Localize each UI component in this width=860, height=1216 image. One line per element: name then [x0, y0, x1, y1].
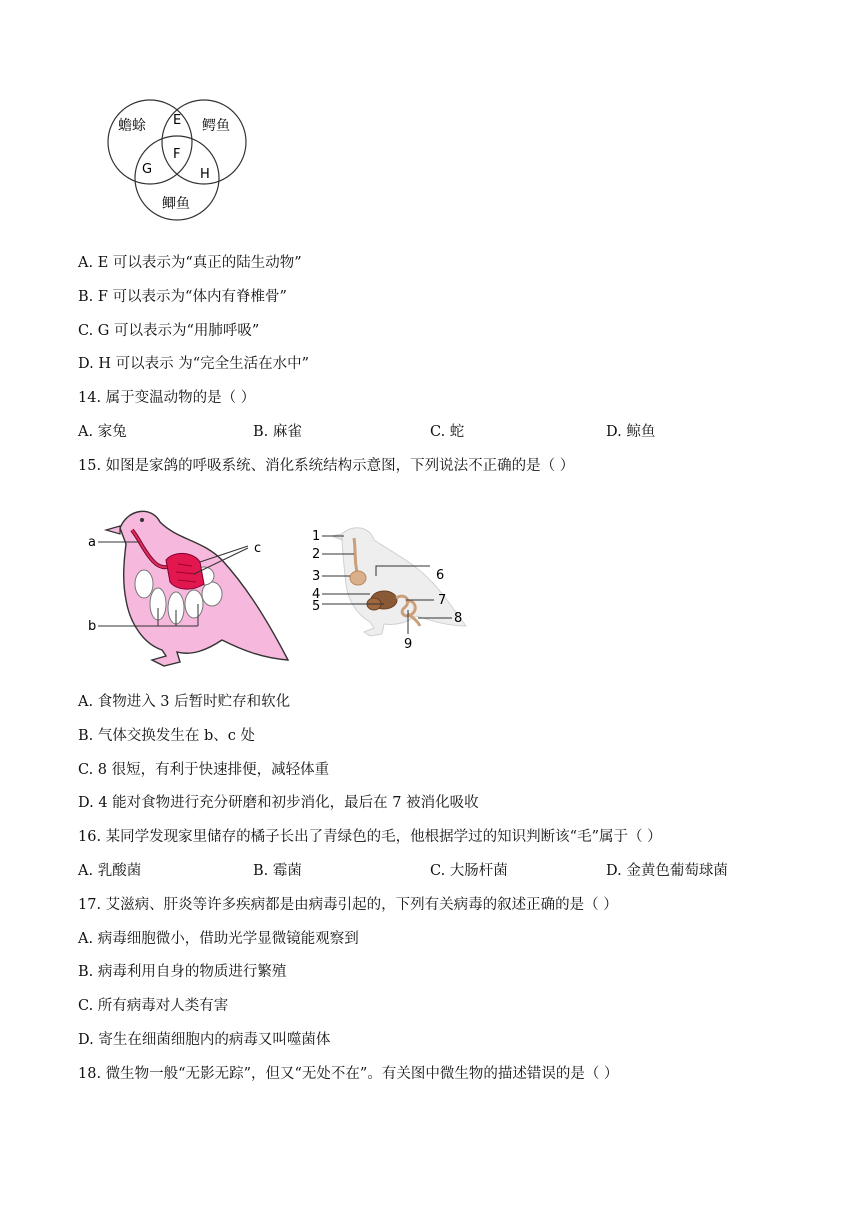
q16-option-b: B. 霉菌 [253, 863, 302, 879]
q15-option-c: C. 8 很短，有利于快速排便，减轻体重 [78, 762, 330, 778]
q15-option-d: D. 4 能对食物进行充分研磨和初步消化，最后在 7 被消化吸收 [78, 795, 479, 811]
q14-option-c: C. 蛇 [430, 424, 465, 440]
venn-diagram [100, 92, 256, 222]
q17-option-b: B. 病毒利用自身的物质进行繁殖 [78, 964, 287, 980]
venn-label-crocodile: 鳄鱼 [202, 118, 230, 134]
q18-stem: 18. 微生物一般“无影无踪”，但又“无处不在”。有关图中微生物的描述错误的是（ ） [78, 1066, 619, 1082]
digestive-label-8: 8 [454, 611, 463, 626]
q15-option-a: A. 食物进入 3 后暂时贮存和软化 [78, 694, 291, 710]
pigeon-respiratory-diagram [82, 500, 294, 670]
venn-region-g: G [142, 162, 153, 177]
q14-option-d: D. 鲸鱼 [606, 424, 656, 440]
digestive-label-1: 1 [312, 529, 321, 544]
q17-option-a: A. 病毒细胞微小，借助光学显微镜能观察到 [78, 931, 359, 947]
pigeon-label-a: a [88, 535, 96, 550]
q15-stem: 15. 如图是家鸽的呼吸系统、消化系统结构示意图，下列说法不正确的是（ ） [78, 458, 575, 474]
venn-label-toad: 蟾蜍 [118, 118, 146, 134]
digestive-label-3: 3 [312, 569, 321, 584]
q16-option-c: C. 大肠杆菌 [430, 863, 508, 879]
q17-option-c: C. 所有病毒对人类有害 [78, 998, 229, 1014]
digestive-label-7: 7 [438, 593, 447, 608]
q15-option-b: B. 气体交换发生在 b、c 处 [78, 728, 255, 744]
q14-option-a: A. 家兔 [78, 424, 127, 440]
venn-region-f: F [173, 147, 181, 162]
q16-option-d: D. 金黄色葡萄球菌 [606, 863, 728, 879]
digestive-label-9: 9 [404, 637, 413, 652]
pigeon-digestive-diagram [308, 522, 470, 652]
venn-region-e: E [173, 113, 182, 128]
q17-option-d: D. 寄生在细菌细胞内的病毒又叫噬菌体 [78, 1032, 331, 1048]
q13-option-b: B. F 可以表示为“体内有脊椎骨” [78, 289, 287, 305]
q13-option-a: A. E 可以表示为“真正的陆生动物” [78, 255, 302, 271]
pigeon-label-c: c [254, 541, 262, 556]
venn-label-carp: 鲫鱼 [162, 196, 190, 212]
q13-option-d: D. H 可以表示 为“完全生活在水中” [78, 356, 310, 372]
q16-stem: 16. 某同学发现家里储存的橘子长出了青绿色的毛，他根据学过的知识判断该“毛”属于（ ） [78, 829, 662, 845]
digestive-label-4: 4 [312, 587, 321, 602]
q17-stem: 17. 艾滋病、肝炎等许多疾病都是由病毒引起的，下列有关病毒的叙述正确的是（ ） [78, 897, 618, 913]
q16-option-a: A. 乳酸菌 [78, 863, 142, 879]
digestive-label-6: 6 [436, 568, 445, 583]
digestive-label-5: 5 [312, 599, 321, 614]
venn-region-h: H [200, 167, 210, 182]
q14-stem: 14. 属于变温动物的是（ ） [78, 390, 256, 406]
pigeon-label-b: b [88, 619, 97, 634]
digestive-label-2: 2 [312, 547, 321, 562]
q13-option-c: C. G 可以表示为“用肺呼吸” [78, 323, 260, 339]
q14-option-b: B. 麻雀 [253, 424, 302, 440]
